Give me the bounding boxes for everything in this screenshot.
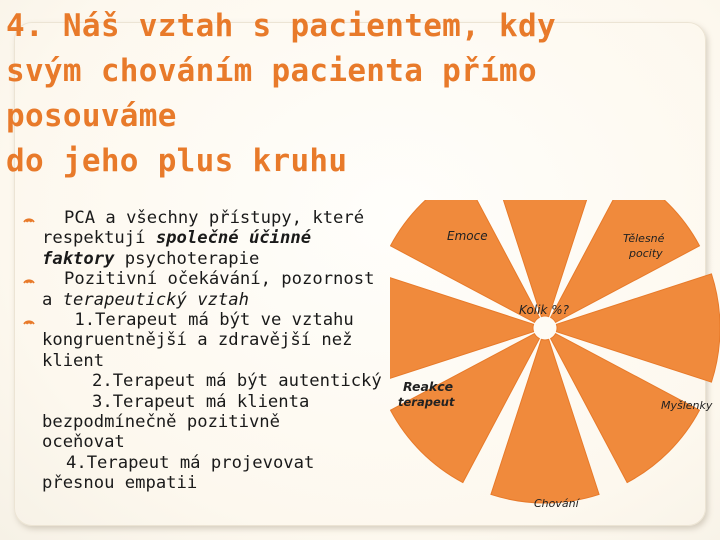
bullet-text <box>42 249 400 269</box>
label-reakce: Reakce <box>403 379 454 394</box>
bullet-icon <box>22 272 36 286</box>
bullet-text <box>42 290 400 310</box>
label-telesne: Tělesné <box>623 232 665 245</box>
label-myslenky: Myšlenky <box>661 399 713 412</box>
bullet-text: přesnou empatii <box>42 473 198 494</box>
bullet-item-therapist <box>20 310 400 494</box>
bullet-icon <box>22 211 36 225</box>
title-line-3: posouváme <box>6 98 177 134</box>
bullet-text: bezpodmínečně pozitivně <box>42 412 280 433</box>
title-line-4: do jeho plus kruhu <box>6 143 348 179</box>
label-pocity: pocity <box>629 247 663 260</box>
petal-group <box>390 200 720 503</box>
bullet-text <box>42 228 400 248</box>
title-line-2: svým chováním pacienta přímo <box>6 53 537 89</box>
bullet-icon <box>22 313 36 327</box>
bullet-text: 4.Terapeut má projevovat <box>66 452 315 473</box>
label-chovani: Chování <box>534 497 579 510</box>
bullet-text-emphasis: společné účinné <box>155 228 312 249</box>
bullet-text-plain: respektují <box>42 228 156 249</box>
slide-title <box>6 4 706 184</box>
bullet-text: klient <box>42 350 105 371</box>
bullet-text-emphasis: terapeutický vztah <box>62 289 249 310</box>
bullet-text: PCA a všechny přístupy, které <box>64 208 365 228</box>
bullet-text: 3.Terapeut má klienta <box>92 391 310 412</box>
label-terapeut: terapeut <box>398 395 455 409</box>
petal-diagram <box>390 200 720 530</box>
bullet-item-positive-expectation <box>20 269 400 310</box>
bullet-item-pca <box>20 208 400 269</box>
bullet-text: kongruentnější a zdravější než <box>42 330 353 351</box>
bullet-text: 1.Terapeut má být ve vztahu <box>64 310 354 331</box>
bullet-text: oceňovat <box>42 432 125 453</box>
bullet-text: Pozitivní očekávání, pozornost <box>64 269 375 290</box>
title-line-1: 4. Náš vztah s pacientem, kdy <box>6 8 556 44</box>
label-kolik: Kolik %? <box>519 303 569 317</box>
bullet-text-strong: faktory <box>42 248 115 269</box>
bullet-list <box>20 208 400 494</box>
bullet-text: 2.Terapeut má být autentický <box>92 371 382 392</box>
bullet-text-plain: a <box>42 289 63 310</box>
bullet-text-plain: psychoterapie <box>114 248 260 269</box>
label-emoce: Emoce <box>447 229 488 243</box>
